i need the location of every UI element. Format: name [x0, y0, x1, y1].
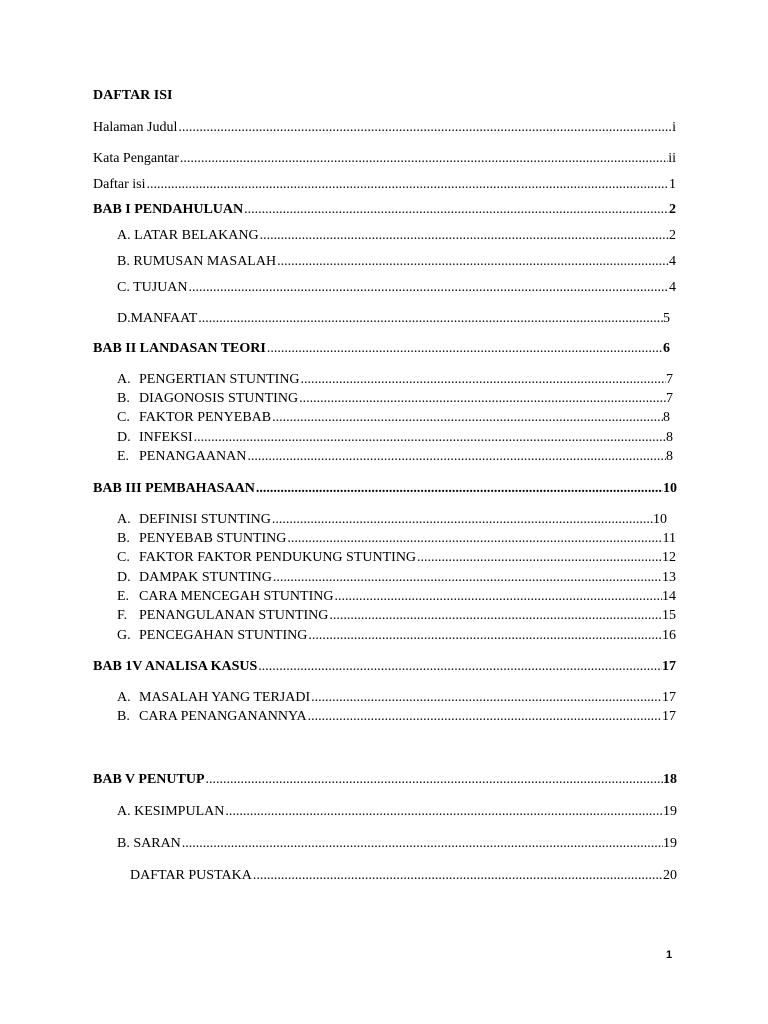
toc-entry-page: 15: [662, 608, 676, 623]
toc-entry-page: 14: [662, 589, 676, 604]
toc-entry-label: BAB V PENUTUP: [93, 772, 205, 787]
toc-entry-label: FAKTOR FAKTOR PENDUKUNG STUNTING: [139, 550, 417, 565]
toc-entry-page: 17: [662, 659, 676, 674]
toc-entry-page: 13: [662, 570, 676, 585]
toc-chapter-bab-5: [93, 772, 677, 788]
toc-entry-faktor-penyebab: [117, 410, 670, 426]
toc-entry-letter: B.: [117, 531, 130, 546]
toc-entry-daftar-isi: [93, 177, 676, 193]
toc-leader-dots: [255, 481, 663, 497]
toc-entry-page: 19: [663, 804, 677, 819]
toc-entry-definisi-stunting: [117, 512, 667, 528]
toc-entry-page: 8: [666, 449, 673, 464]
toc-leader-dots: [286, 531, 662, 547]
toc-leader-dots: [328, 608, 662, 624]
toc-entry-label: A. LATAR BELAKANG: [117, 228, 259, 243]
toc-entry-letter: G.: [117, 628, 131, 643]
toc-entry-faktor-pendukung-stunting: [117, 550, 676, 566]
toc-leader-dots: [307, 628, 662, 644]
toc-entry-letter: D.: [117, 430, 131, 445]
toc-entry-page: 17: [662, 709, 676, 724]
toc-entry-page: 4: [669, 254, 676, 269]
toc-entry-page: 2: [669, 202, 676, 217]
toc-entry-page: 1: [669, 177, 676, 192]
toc-entry-cara-penanganannya: [117, 709, 676, 725]
toc-entry-page: 10: [663, 481, 677, 496]
toc-leader-dots: [145, 177, 669, 193]
toc-chapter-bab-4: [93, 659, 676, 675]
toc-entry-label: DAFTAR PUSTAKA: [130, 868, 252, 883]
toc-leader-dots: [271, 512, 653, 528]
toc-entry-dampak-stunting: [117, 570, 676, 586]
toc-entry-rumusan-masalah: [117, 254, 676, 270]
toc-leader-dots: [272, 570, 662, 586]
toc-entry-letter: A.: [117, 690, 131, 705]
toc-entry-latar-belakang: [117, 228, 676, 244]
toc-entry-page: 6: [663, 341, 670, 356]
toc-entry-label: PENANGAANAN: [139, 449, 247, 464]
toc-leader-dots: [310, 690, 662, 706]
toc-entry-letter: A.: [117, 512, 131, 527]
toc-entry-label: Halaman Judul: [93, 120, 178, 135]
toc-leader-dots: [276, 254, 669, 270]
toc-entry-pengertian-stunting: [117, 372, 673, 388]
toc-entry-label: BAB I PENDAHULUAN: [93, 202, 244, 217]
toc-entry-kesimpulan: [117, 804, 677, 820]
toc-entry-label: PENCEGAHAN STUNTING: [139, 628, 308, 643]
toc-entry-infeksi: [117, 430, 673, 446]
toc-entry-label: Daftar isi: [93, 177, 146, 192]
toc-entry-letter: B.: [117, 709, 130, 724]
toc-entry-letter: F.: [117, 608, 128, 623]
toc-entry-daftar-pustaka: [130, 868, 677, 884]
toc-leader-dots: [177, 120, 672, 136]
toc-entry-page: 8: [666, 430, 673, 445]
toc-entry-page: 2: [669, 228, 676, 243]
toc-entry-penangulanan-stunting: [117, 608, 676, 624]
toc-entry-letter: E.: [117, 589, 130, 604]
toc-entry-label: B. SARAN: [117, 836, 181, 851]
toc-entry-kata-pengantar: [93, 151, 676, 167]
toc-entry-page: 4: [669, 280, 676, 295]
toc-entry-label: CARA PENANGANANNYA: [139, 709, 307, 724]
toc-entry-label: Kata Pengantar: [93, 151, 179, 166]
toc-entry-penyebab-stunting: [117, 531, 676, 547]
toc-leader-dots: [257, 659, 662, 675]
toc-entry-letter: E.: [117, 449, 130, 464]
toc-entry-label: DAMPAK STUNTING: [139, 570, 272, 585]
toc-entry-page: i: [672, 120, 676, 135]
toc-leader-dots: [266, 341, 663, 357]
toc-entry-label: DEFINISI STUNTING: [139, 512, 271, 527]
toc-chapter-bab-3: [93, 481, 677, 497]
toc-entry-label: CARA MENCEGAH STUNTING: [139, 589, 334, 604]
toc-leader-dots: [197, 311, 663, 327]
toc-leader-dots: [179, 151, 668, 167]
toc-entry-page: 5: [663, 311, 670, 326]
toc-entry-label: BAB 1V ANALISA KASUS: [93, 659, 258, 674]
toc-entry-label: BAB II LANDASAN TEORI: [93, 341, 266, 356]
toc-entry-masalah-yang-terjadi: [117, 690, 676, 706]
toc-leader-dots: [181, 836, 663, 852]
toc-entry-label: B. RUMUSAN MASALAH: [117, 254, 277, 269]
toc-entry-page: ii: [668, 151, 676, 166]
toc-entry-letter: B.: [117, 391, 130, 406]
toc-entry-label: INFEKSI: [139, 430, 193, 445]
toc-entry-diagonosis-stunting: [117, 391, 673, 407]
toc-entry-page: 7: [666, 391, 673, 406]
toc-entry-label: DIAGONOSIS STUNTING: [139, 391, 299, 406]
toc-entry-page: 20: [663, 868, 677, 883]
toc-title: DAFTAR ISI: [93, 88, 173, 103]
toc-leader-dots: [333, 589, 662, 605]
toc-leader-dots: [193, 430, 666, 446]
toc-entry-page: 19: [663, 836, 677, 851]
toc-entry-manfaat: [117, 311, 670, 327]
toc-entry-page: 17: [662, 690, 676, 705]
toc-leader-dots: [307, 709, 662, 725]
toc-leader-dots: [188, 280, 669, 296]
toc-leader-dots: [271, 410, 663, 426]
toc-entry-page: 18: [663, 772, 677, 787]
toc-leader-dots: [243, 202, 669, 218]
toc-entry-letter: C.: [117, 550, 130, 565]
toc-entry-label: PENANGULANAN STUNTING: [139, 608, 329, 623]
toc-entry-label: A. KESIMPULAN: [117, 804, 225, 819]
toc-entry-pencegahan-stunting: [117, 628, 676, 644]
toc-entry-page: 12: [662, 550, 676, 565]
toc-leader-dots: [252, 868, 663, 884]
toc-entry-page: 8: [663, 410, 670, 425]
toc-entry-label: MASALAH YANG TERJADI: [139, 690, 311, 705]
toc-entry-label: PENGERTIAN STUNTING: [139, 372, 300, 387]
toc-entry-cara-mencegah-stunting: [117, 589, 676, 605]
toc-entry-halaman-judul: [93, 120, 676, 136]
toc-entry-page: 11: [662, 531, 676, 546]
toc-entry-letter: A.: [117, 372, 131, 387]
toc-leader-dots: [246, 449, 666, 465]
page-number: 1: [666, 949, 673, 961]
toc-entry-penangaanan: [117, 449, 673, 465]
toc-entry-label: C. TUJUAN: [117, 280, 188, 295]
toc-entry-page: 7: [666, 372, 673, 387]
toc-entry-label: D.MANFAAT: [117, 311, 198, 326]
toc-entry-label: FAKTOR PENYEBAB: [139, 410, 272, 425]
toc-leader-dots: [205, 772, 663, 788]
toc-leader-dots: [416, 550, 662, 566]
toc-entry-letter: D.: [117, 570, 131, 585]
toc-leader-dots: [298, 391, 666, 407]
toc-chapter-bab-2: [93, 341, 670, 357]
toc-entry-page: 10: [653, 512, 667, 527]
toc-leader-dots: [300, 372, 666, 388]
toc-entry-letter: C.: [117, 410, 130, 425]
toc-leader-dots: [224, 804, 663, 820]
toc-entry-label: PENYEBAB STUNTING: [139, 531, 287, 546]
toc-leader-dots: [259, 228, 669, 244]
toc-entry-page: 16: [662, 628, 676, 643]
toc-entry-saran: [117, 836, 677, 852]
toc-entry-tujuan: [117, 280, 676, 296]
toc-chapter-bab-1: [93, 202, 676, 218]
toc-entry-label: BAB III PEMBAHASAAN: [93, 481, 255, 496]
